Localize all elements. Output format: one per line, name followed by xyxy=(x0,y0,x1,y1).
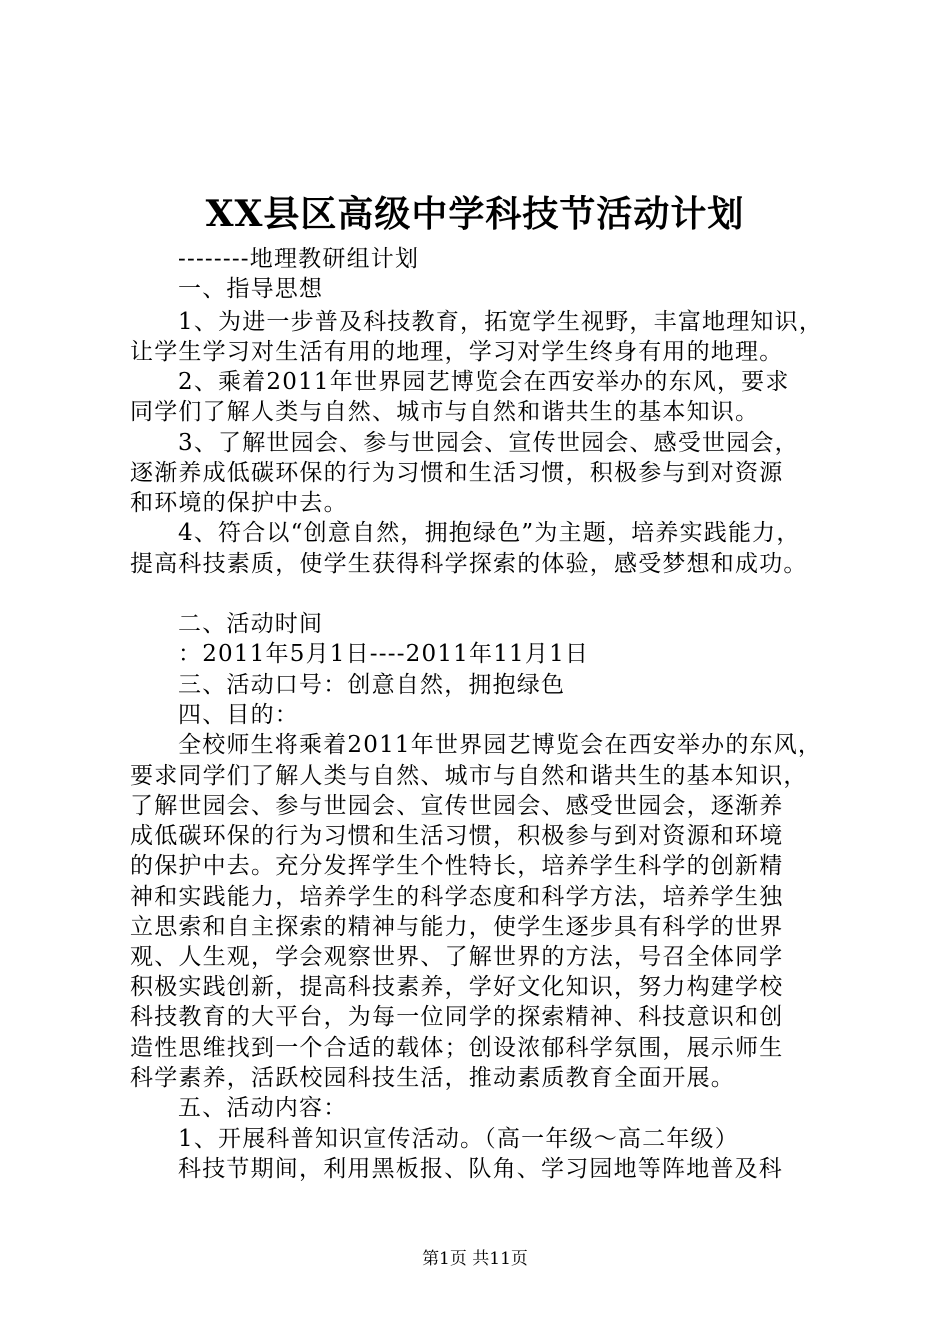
page-footer: 第1页 共11页 xyxy=(422,1249,528,1269)
section-heading: 四、目的： xyxy=(178,702,299,728)
paragraph-line: 积极实践创新，提高科技素养，学好文化知识，努力构建学校 xyxy=(130,974,784,1000)
paragraph-line: 科技教育的大平台，为每一位同学的探索精神、科技意识和创 xyxy=(130,1004,784,1030)
paragraph-line: 2、乘着2011年世界园艺博览会在西安举办的东风，要求 xyxy=(178,369,790,395)
paragraph-line: 和环境的保护中去。 xyxy=(130,490,348,516)
paragraph-line: 4、符合以“创意自然，拥抱绿色”为主题，培养实践能力， xyxy=(178,520,801,546)
paragraph-line: 让学生学习对生活有用的地理，学习对学生终身有用的地理。 xyxy=(130,339,784,365)
paragraph-line: 1、开展科普知识宣传活动。（高一年级～高二年级） xyxy=(178,1126,739,1152)
date-range-line: ：2011年5月1日----2011年11月1日 xyxy=(178,641,590,667)
paragraph-line: 3、了解世园会、参与世园会、宣传世园会、感受世园会， xyxy=(178,430,799,456)
section-heading: 五、活动内容： xyxy=(178,1095,348,1121)
paragraph-line: 的保护中去。充分发挥学生个性特长，培养学生科学的创新精 xyxy=(130,853,784,879)
paragraph-line: 1、为进一步普及科技教育，拓宽学生视野，丰富地理知识， xyxy=(178,309,824,335)
paragraph-line: 逐渐养成低碳环保的行为习惯和生活习惯，积极参与到对资源 xyxy=(130,460,784,486)
paragraph-line: 观、人生观，学会观察世界、了解世界的方法，号召全体同学 xyxy=(130,944,784,970)
section-heading: 二、活动时间 xyxy=(178,611,324,637)
paragraph-line: 了解世园会、参与世园会、宣传世园会、感受世园会，逐渐养 xyxy=(130,793,784,819)
paragraph-line: 造性思维找到一个合适的载体；创设浓郁科学氛围，展示师生 xyxy=(130,1035,784,1061)
paragraph-line: 成低碳环保的行为习惯和生活习惯，积极参与到对资源和环境 xyxy=(130,823,784,849)
paragraph-line: 立思索和自主探索的精神与能力，使学生逐步具有科学的世界 xyxy=(130,914,784,940)
paragraph-line: 科学素养，活跃校园科技生活，推动素质教育全面开展。 xyxy=(130,1065,735,1091)
paragraph-line: 科技节期间，利用黑板报、队角、学习园地等阵地普及科 xyxy=(178,1156,783,1182)
paragraph-line: 同学们了解人类与自然、城市与自然和谐共生的基本知识。 xyxy=(130,399,760,425)
section-heading: 一、指导思想 xyxy=(178,276,324,302)
paragraph-line: 提高科技素质，使学生获得科学探索的体验，感受梦想和成功。 xyxy=(130,551,808,577)
paragraph-line: 要求同学们了解人类与自然、城市与自然和谐共生的基本知识， xyxy=(130,763,808,789)
section-heading: 三、活动口号：创意自然，拥抱绿色 xyxy=(178,672,566,698)
paragraph-line: 神和实践能力，培养学生的科学态度和科学方法，培养学生独 xyxy=(130,884,784,910)
subtitle-line: --------地理教研组计划 xyxy=(178,246,420,272)
document-title: XX县区高级中学科技节活动计划 xyxy=(205,193,745,235)
paragraph-line: 全校师生将乘着2011年世界园艺博览会在西安举办的东风， xyxy=(178,732,823,758)
